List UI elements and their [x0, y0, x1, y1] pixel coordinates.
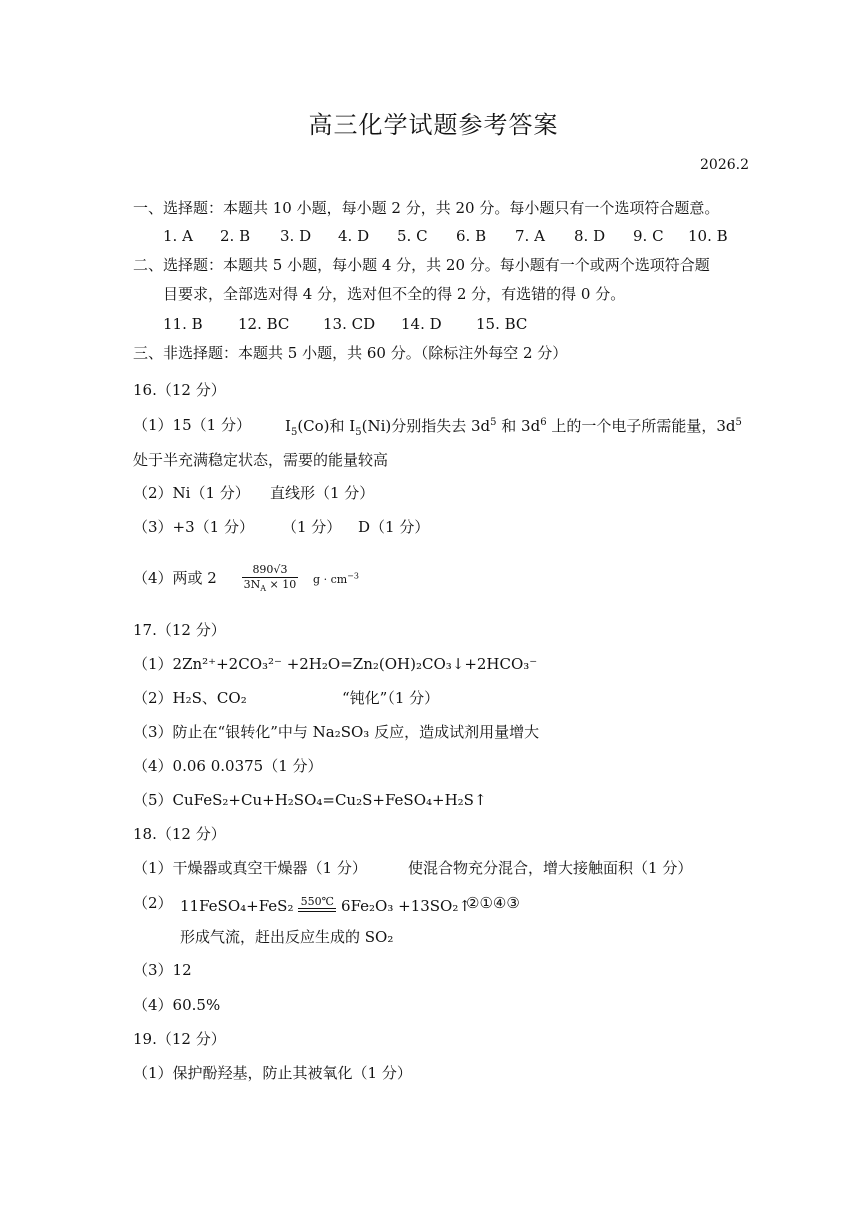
- q18-header: 18.（12 分）: [133, 825, 226, 843]
- q19-header: 19.（12 分）: [133, 1030, 226, 1048]
- answer-15: 15. BC: [476, 315, 528, 333]
- q18-part4: （4）60.5%: [133, 996, 221, 1014]
- q16-part1-line2: 处于半充满稳定状态，需要的能量较高: [133, 451, 389, 469]
- answer-10: 10. B: [688, 227, 728, 245]
- q17-part5: （5）CuFeS₂+Cu+H₂SO₄=Cu₂S+FeSO₄+H₂S↑: [133, 791, 487, 809]
- answer-6: 6. B: [456, 227, 487, 245]
- section2-heading-line2: 目要求，全部选对得 4 分，选对但不全的得 2 分，有选错的得 0 分。: [163, 285, 626, 303]
- q16-header: 16.（12 分）: [133, 381, 226, 399]
- q18-part3: （3）12: [133, 961, 192, 979]
- q18-part2-line2: 形成气流，赶出反应生成的 SO₂: [180, 928, 394, 946]
- answer-14: 14. D: [401, 315, 442, 333]
- q16-part3-mid: （1 分）: [282, 518, 342, 536]
- q17-part1: （1）2Zn²⁺+2CO₃²⁻ +2H₂O=Zn₂(OH)₂CO₃↓+2HCO₃⁻: [133, 655, 538, 673]
- q16-part1-score: （1）15（1 分）: [133, 416, 251, 434]
- section1-heading: 一、选择题：本题共 10 小题，每小题 2 分，共 20 分。每小题只有一个选项符合题意。: [133, 199, 720, 217]
- q16-part2-shape: 直线形（1 分）: [270, 484, 375, 502]
- answer-8: 8. D: [574, 227, 606, 245]
- answer-12: 12. BC: [238, 315, 290, 333]
- q16-part2-score: （2）Ni（1 分）: [133, 484, 250, 502]
- q16-part3-score: （3）+3（1 分）: [133, 518, 254, 536]
- section3-heading: 三、非选择题：本题共 5 小题，共 60 分。（除标注外每空 2 分）: [133, 344, 568, 362]
- page-title: 高三化学试题参考答案: [308, 111, 559, 139]
- q18-part1-dryer: （1）干燥器或真空干燥器（1 分）: [133, 859, 367, 877]
- reaction-condition: 550℃: [298, 896, 336, 912]
- q18-part1-mixing: 使混合物充分混合，增大接触面积（1 分）: [408, 859, 693, 877]
- section2-heading-line1: 二、选择题：本题共 5 小题，每小题 4 分，共 20 分。每小题有一个或两个选项符合题: [133, 256, 710, 274]
- q16-part4: （4）两或 2 $\frac{890√3}{3N_A \times 10}$ $g \cdot cm^{-3}$: [133, 563, 359, 593]
- answer-4: 4. D: [338, 227, 370, 245]
- q18-part2-order: ②①④③: [466, 894, 520, 912]
- answer-1: 1. A: [163, 227, 193, 245]
- density-fraction: $\frac{890√3}{3N_A \times 10}$: [243, 563, 297, 593]
- q16-part3-choice: D（1 分）: [358, 518, 430, 536]
- q16-part1-explanation: $I_5(Co)$和 $I_5(Ni)$分别指失去 $3d^5$ 和 $3d^6$ 上的一个电子所需能量，$3d^5$: [285, 417, 742, 438]
- exam-date: 2026.2: [700, 157, 749, 173]
- answer-3: 3. D: [280, 227, 312, 245]
- q17-part2-passivation: “钝化”（1 分）: [342, 689, 440, 707]
- q19-part1: （1）保护酚羟基，防止其被氧化（1 分）: [133, 1064, 412, 1082]
- answer-7: 7. A: [515, 227, 545, 245]
- q17-part3: （3）防止在“银转化”中与 Na₂SO₃ 反应，造成试剂用量增大: [133, 723, 540, 741]
- answer-9: 9. C: [633, 227, 664, 245]
- answer-2: 2. B: [220, 227, 251, 245]
- q17-part2-gases: （2）H₂S、CO₂: [133, 689, 247, 707]
- density-unit: $g \cdot cm^{-3}$: [313, 571, 359, 586]
- q17-part4: （4）0.06 0.0375（1 分）: [133, 757, 323, 775]
- answer-11: 11. B: [163, 315, 203, 333]
- q18-part2-label: （2）: [133, 894, 173, 912]
- q18-part2-equation: 11FeSO₄+FeS₂ 550℃ 6Fe₂O₃ +13SO₂↑: [180, 895, 471, 915]
- q17-header: 17.（12 分）: [133, 621, 226, 639]
- answer-13: 13. CD: [323, 315, 376, 333]
- answer-5: 5. C: [397, 227, 428, 245]
